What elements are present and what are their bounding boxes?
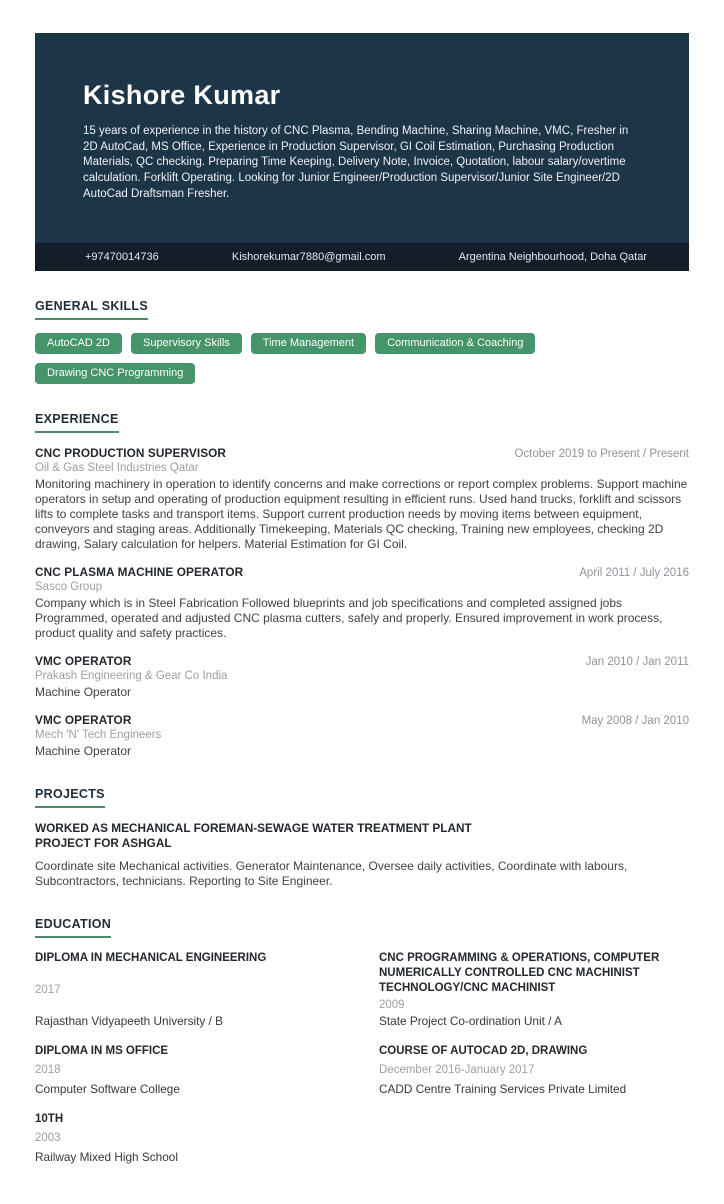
education-heading: EDUCATION xyxy=(35,917,111,938)
job-title: CNC PRODUCTION SUPERVISOR xyxy=(35,445,227,460)
general-skills-heading: GENERAL SKILLS xyxy=(35,299,148,320)
job-dates: April 2011 / July 2016 xyxy=(579,566,689,579)
degree-school: State Project Co-ordination Unit / A xyxy=(379,1013,562,1028)
degree-title: 10TH xyxy=(35,1112,64,1125)
job-company: Sasco Group xyxy=(35,580,103,593)
location-text: Argentina Neighbourhood, Doha Qatar xyxy=(458,250,647,263)
section-experience xyxy=(35,410,689,759)
education-entry xyxy=(379,951,689,1028)
job-company: Oil & Gas Steel Industries Qatar xyxy=(35,461,199,474)
job-header-row xyxy=(35,446,689,460)
degree-title: COURSE OF AUTOCAD 2D, DRAWING xyxy=(379,1044,588,1057)
skill-pill: AutoCAD 2D xyxy=(35,333,122,354)
job-description: Monitoring machinery in operation to identify concerns and make corrections or report complex problems. Support machine operators in setup and operating of production equipment resulting in efficient runs. Used hand trucks, forklift and scissors lifts to complete tasks and transport items. Support current production needs by moving items between equipment, conveyors and staging areas. Additionally Timekeeping, Materials QC checking, Training new employees, checking 2D drawing, Salary calculation for helpers. Material Estimation for GI Coil. xyxy=(35,476,688,551)
job-dates: Jan 2010 / Jan 2011 xyxy=(585,655,689,668)
skill-pill: Time Management xyxy=(251,333,366,354)
skill-pill: Drawing CNC Programming xyxy=(35,363,195,384)
projects-heading: PROJECTS xyxy=(35,787,105,808)
degree-school: CADD Centre Training Services Private Limited xyxy=(379,1081,627,1096)
phone-number: +97470014736 xyxy=(85,250,159,263)
section-general-skills xyxy=(35,297,689,384)
experience-entry xyxy=(35,446,689,552)
degree-year: 2017 xyxy=(35,983,61,996)
project-entry xyxy=(35,821,689,889)
education-entry xyxy=(35,951,345,1028)
section-education xyxy=(35,915,689,1164)
degree-year: 2009 xyxy=(379,998,405,1011)
degree-title: DIPLOMA IN MECHANICAL ENGINEERING xyxy=(35,951,267,964)
experience-heading: EXPERIENCE xyxy=(35,412,119,433)
education-entry xyxy=(379,1044,689,1096)
job-company: Mech 'N' Tech Engineers xyxy=(35,728,162,741)
skill-pill: Communication & Coaching xyxy=(375,333,535,354)
profile-summary: 15 years of experience in the history of CNC Plasma, Bending Machine, Sharing Machine, VMC, Fresher in 2D AutoCad, MS Office, Experience in Production Supervisor, GI Coil Estimation, Purchasing Production Materials, QC checking. Preparing Time Keeping, Delivery Note, Invoice, Quotation, labour salary/overtime calculation. Forklift Operating. Looking for Junior Engineer/Production Supervisor/Junior Site Engineer/2D AutoCad Draftsman Fresher. xyxy=(83,125,629,200)
project-description: Coordinate site Mechanical activities. Generator Maintenance, Oversee daily activities, Coordinate with labours, Subcontractors, technicians. Reporting to Site Engineer. xyxy=(35,858,628,888)
section-projects xyxy=(35,785,689,889)
experience-entry xyxy=(35,713,689,759)
education-grid xyxy=(35,951,689,1164)
job-header-row xyxy=(35,654,689,668)
education-entry xyxy=(35,1044,345,1096)
degree-school: Railway Mixed High School xyxy=(35,1149,178,1164)
resume-header xyxy=(35,33,689,243)
job-description: Company which is in Steel Fabrication Followed blueprints and job specifications and completed assigned jobs Programmed, operated and adjusted CNC plasma cutters, safely and properly. Ensured improvement in work process, product quality and safety practices. xyxy=(35,595,663,640)
job-dates: October 2019 to Present / Present xyxy=(514,447,689,460)
job-title: VMC OPERATOR xyxy=(35,653,132,668)
degree-year: 2018 xyxy=(35,1064,61,1077)
person-name: Kishore Kumar xyxy=(83,80,281,110)
degree-title: CNC PROGRAMMING & OPERATIONS, COMPUTER NUMERICALLY CONTROLLED CNC MACHINIST TECHNOLOGY/CNC MACHINIST xyxy=(379,951,660,994)
degree-year: December 2016-January 2017 xyxy=(379,1064,535,1077)
experience-entry xyxy=(35,565,689,641)
job-dates: May 2008 / Jan 2010 xyxy=(581,714,689,727)
project-title: WORKED AS MECHANICAL FOREMAN-SEWAGE WATER TREATMENT PLANT PROJECT FOR ASHGAL xyxy=(35,820,472,850)
education-entry xyxy=(35,1112,345,1164)
job-description: Machine Operator xyxy=(35,684,132,699)
job-title: CNC PLASMA MACHINE OPERATOR xyxy=(35,564,244,579)
degree-school: Computer Software College xyxy=(35,1081,180,1096)
job-title: VMC OPERATOR xyxy=(35,712,132,727)
education-entry-empty xyxy=(379,1112,689,1164)
degree-title: DIPLOMA IN MS OFFICE xyxy=(35,1044,169,1057)
job-header-row xyxy=(35,713,689,727)
experience-entry xyxy=(35,654,689,700)
degree-year: 2003 xyxy=(35,1132,61,1145)
job-header-row xyxy=(35,565,689,579)
skill-pill: Supervisory Skills xyxy=(131,333,242,354)
degree-school: Rajasthan Vidyapeeth University / B xyxy=(35,1013,223,1028)
skills-pill-row xyxy=(35,333,689,384)
job-description: Machine Operator xyxy=(35,743,132,758)
job-company: Prakash Engineering & Gear Co India xyxy=(35,669,228,682)
email-address: Kishorekumar7880@gmail.com xyxy=(231,250,386,263)
contact-bar xyxy=(35,243,689,271)
